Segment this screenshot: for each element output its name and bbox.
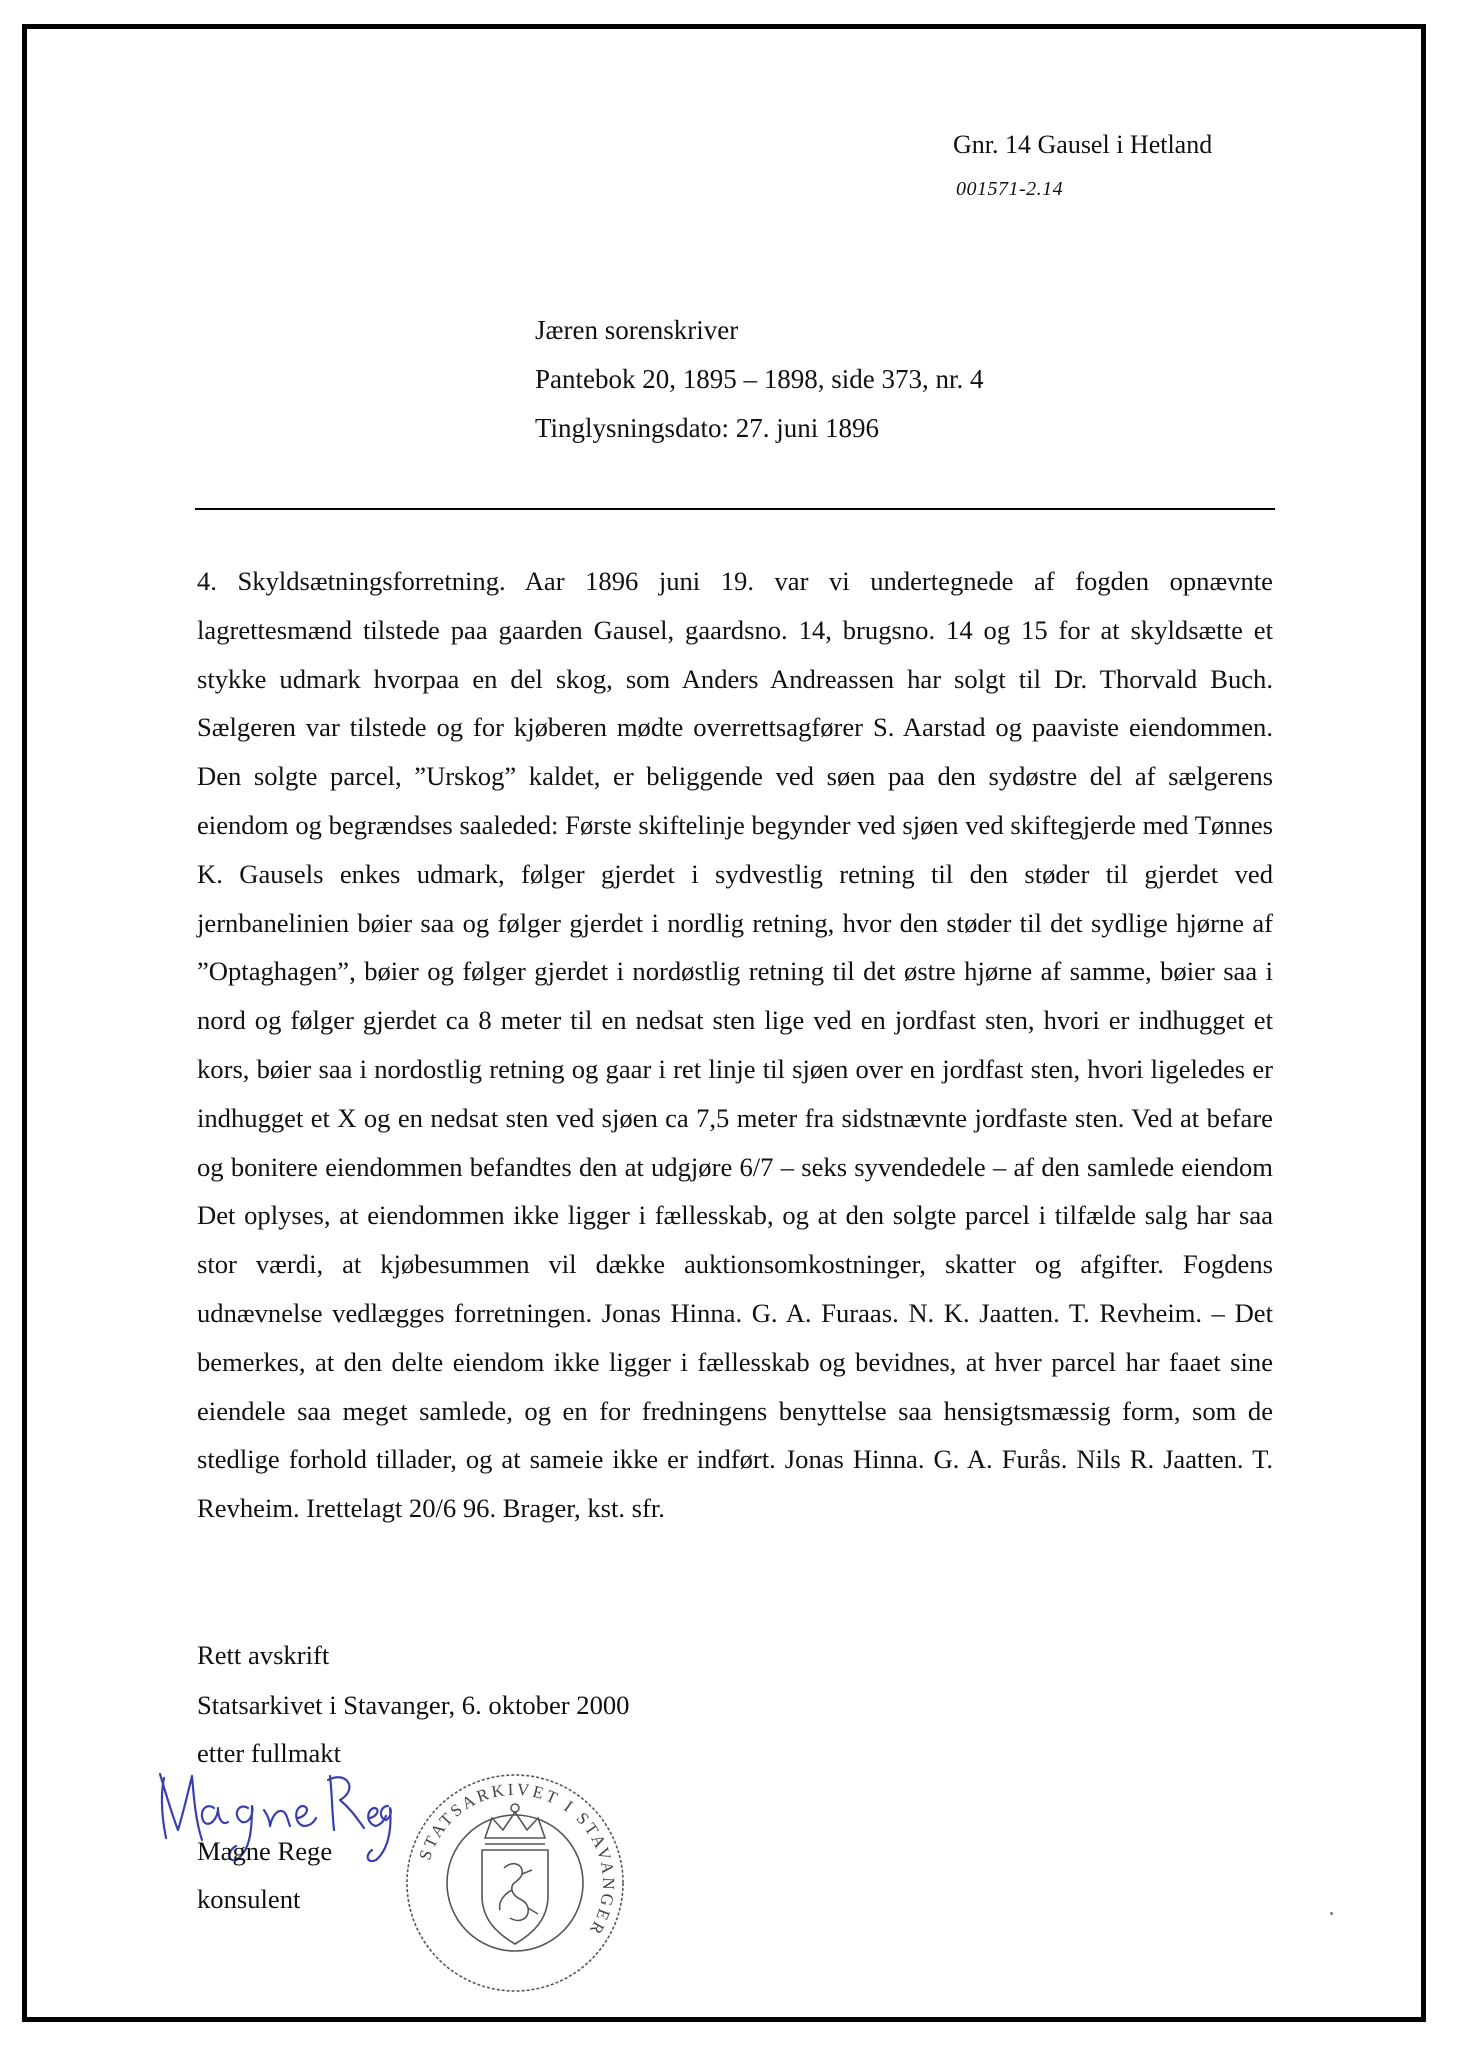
- place-date-line: Statsarkivet i Stavanger, 6. oktober 2000: [197, 1690, 630, 1720]
- archive-seal-stamp: [400, 1768, 630, 1998]
- authority-line: etter fullmakt: [197, 1738, 341, 1768]
- court-name: Jæren sorenskriver: [535, 315, 739, 345]
- property-reference: Gnr. 14 Gausel i Hetland: [953, 130, 1213, 159]
- archive-number: 001571-2.14: [956, 178, 1064, 200]
- divider-rule: [195, 508, 1275, 510]
- registration-date: Tinglysningsdato: 27. juni 1896: [535, 413, 880, 443]
- book-reference: Pantebok 20, 1895 – 1898, side 373, nr. 4: [535, 364, 984, 394]
- scan-speck: [1330, 1912, 1333, 1915]
- certification-line: Rett avskrift: [197, 1640, 330, 1670]
- signer-title: konsulent: [197, 1884, 301, 1914]
- transcript-paragraph: 4. Skyldsætningsforretning. Aar 1896 juni 19. var vi undertegnede af fogden opnævnte lagrettesmænd tilstede paa gaarden Gausel, gaardsno. 14, brugsno. 14 og 15 for at skyldsætte et stykke udmark hvorpaa en del skog, som Anders Andreassen har solgt til Dr. Thorvald Buch. Sælgeren var tilstede og for kjøberen mødte overrettsagfører S. Aarstad og paaviste eiendommen. Den solgte parcel, ”Urskog” kaldet, er beliggende ved søen paa den sydøstre del af sælgerens eiendom og begrændses saaleded: Første skiftelinje begynder ved sjøen ved skiftegjerde med Tønnes K. Gausels enkes udmark, følger gjerdet i sydvestlig retning til den støder til gjerdet ved jernbanelinien bøier saa og følger gjerdet i nordlig retning, hvor den støder til det sydlige hjørne af ”Optaghagen”, bøier og følger gjerdet i nordøstlig retning til det østre hjørne af samme, bøier saa i nord og følger gjerdet ca 8 meter til en nedsat sten lige ved en jordfast sten, hvori er indhugget et kors, bøier saa i nordostlig retning og gaar i ret linje til sjøen over en jordfast sten, hvori ligeledes er indhugget et X og en nedsat sten ved sjøen ca 7,5 meter fra sidstnævnte jordfaste sten. Ved at befare og bonitere eiendommen befandtes den at udgjøre 6/7 – seks syvendedele – af den samlede eiendom Det oplyses, at eiendommen ikke ligger i fællesskab, og at den solgte parcel i tilfælde salg har saa stor værdi, at kjøbesummen vil dække auktionsomkostninger, skatter og afgifter. Fogdens udnævnelse vedlægges forretningen. Jonas Hinna. G. A. Furaas. N. K. Jaatten. T. Revheim. – Det bemerkes, at den delte eiendom ikke ligger i fællesskab og bevidnes, at hver parcel har faaet sine eiendele saa meget samlede, og en for fredningens benyttelse saa hensigtsmæssig form, som de stedlige forhold tillader, og at sameie ikke er indført. Jonas Hinna. G. A. Furås. Nils R. Jaatten. T. Revheim. Irettelagt 20/6 96. Brager, kst. sfr.: [197, 566, 1273, 1524]
- signer-name: Magne Rege: [197, 1836, 333, 1866]
- stamp-text: STATSARKIVET I STAVANGER: [415, 1779, 619, 1941]
